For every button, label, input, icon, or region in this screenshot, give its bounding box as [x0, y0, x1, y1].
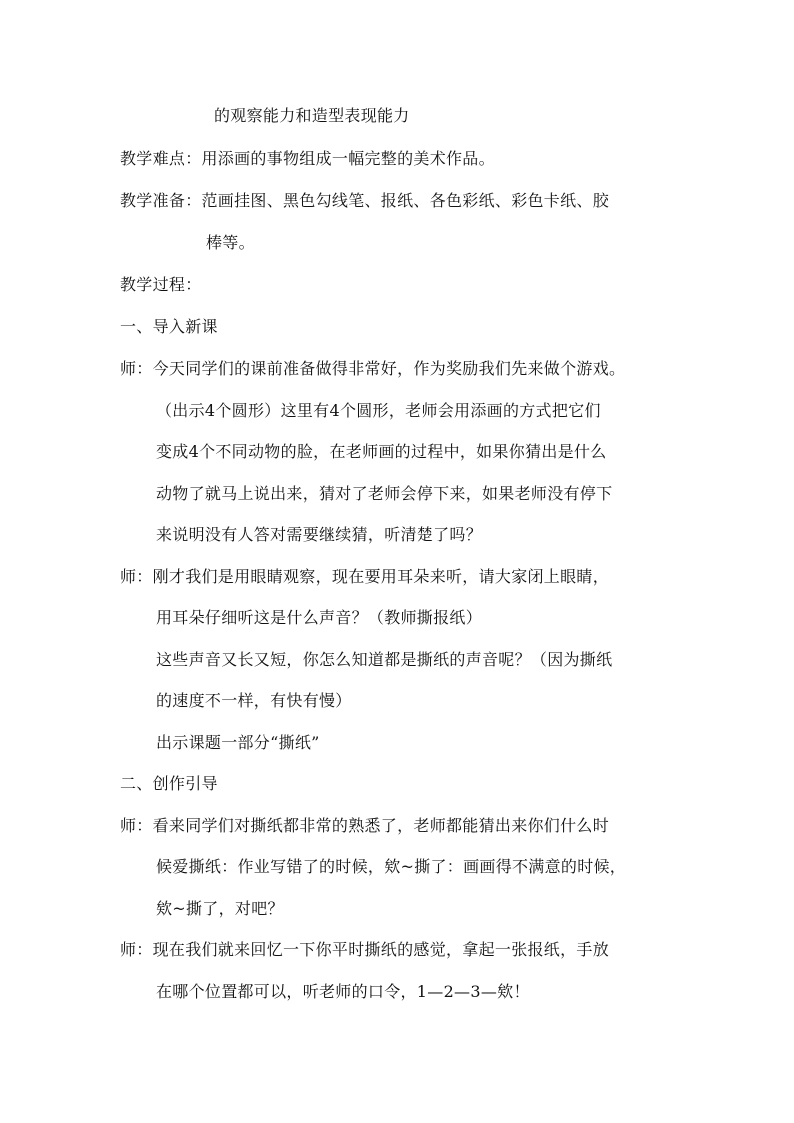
- text-line: 候爱撕纸：作业写错了的时候，欸~撕了：画画得不满意的时候，: [156, 857, 627, 876]
- section-heading: 一、导入新课: [120, 317, 218, 336]
- text-line: 出示课题一部分“撕纸”: [156, 733, 320, 752]
- text-line: 的观察能力和造型表现能力: [214, 106, 410, 125]
- text-line: 教学过程：: [120, 275, 202, 294]
- text-line: 在哪个位置都可以，听老师的口令，1—2—3—欸！: [156, 982, 530, 1001]
- text-line: （出示4个圆形）这里有4个圆形，老师会用添画的方式把它们: [156, 401, 601, 420]
- text-line: 来说明没有人答对需要继续猜，听清楚了吗？: [156, 525, 483, 544]
- text-line: 的速度不一样，有快有慢）: [156, 691, 352, 710]
- text-line: 师：看来同学们对撕纸都非常的熟悉了，老师都能猜出来你们什么时: [120, 816, 610, 835]
- text-line: 用耳朵仔细听这是什么声音？（教师撕报纸）: [156, 608, 483, 627]
- text-line: 动物了就马上说出来，猜对了老师会停下来，如果老师没有停下: [156, 484, 613, 503]
- text-line: 教学难点：用添画的事物组成一幅完整的美术作品。: [120, 149, 495, 168]
- text-line: 师：现在我们就来回忆一下你平时撕纸的感觉，拿起一张报纸，手放: [120, 940, 610, 959]
- text-line: 这些声音又长又短，你怎么知道都是撕纸的声音呢？（因为撕纸: [156, 650, 613, 669]
- text-line: 师：刚才我们是用眼睛观察，现在要用耳朵来听，请大家闭上眼睛，: [120, 567, 610, 586]
- text-line: 变成4个不同动物的脸，在老师画的过程中，如果你猜出是什么: [156, 442, 607, 461]
- text-line: 教学准备：范画挂图、黑色勾线笔、报纸、各色彩纸、彩色卡纸、胶: [120, 191, 610, 210]
- text-line: 师：今天同学们的课前准备做得非常好，作为奖励我们先来做个游戏。: [120, 359, 626, 378]
- text-line: 欸~撕了，对吧？: [156, 899, 284, 918]
- section-heading: 二、创作引导: [120, 774, 218, 793]
- text-line: 棒等。: [206, 233, 255, 252]
